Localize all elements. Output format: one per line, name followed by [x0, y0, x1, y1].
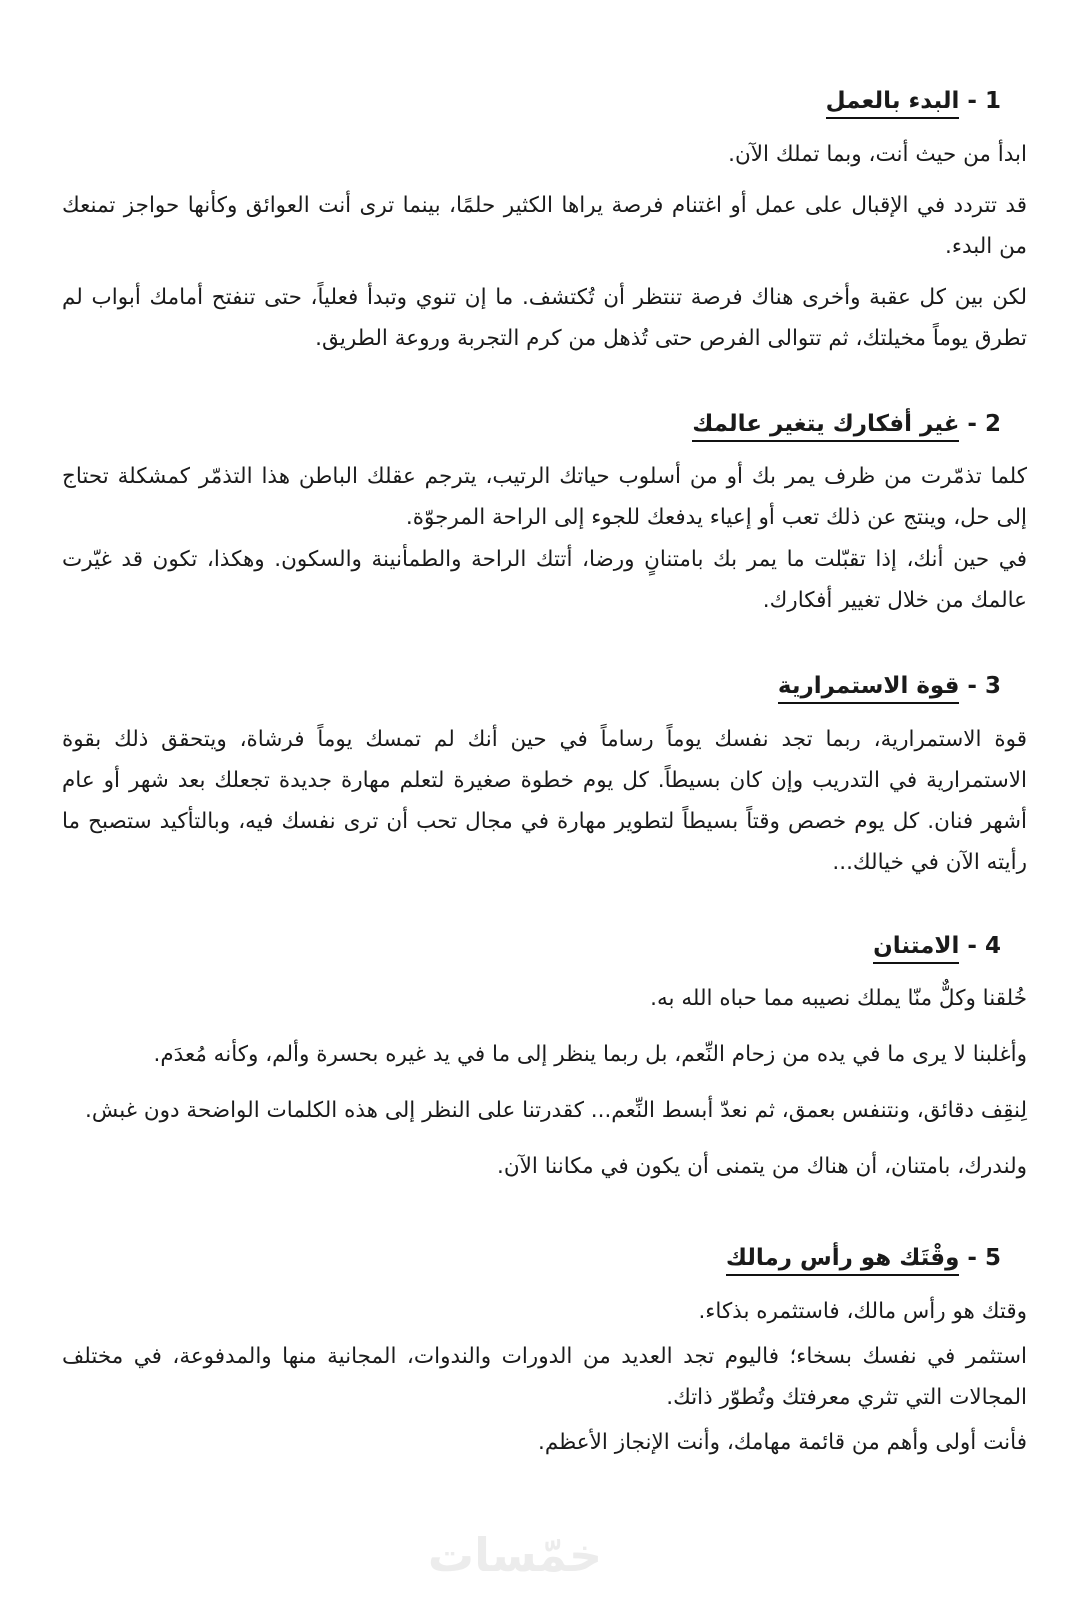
paragraph: وقتك هو رأس مالك، فاستثمره بذكاء.	[698, 1298, 1027, 1324]
khamsat-watermark: خمّسات	[427, 1528, 603, 1582]
paragraph: لكن بين كل عقبة وأخرى هناك فرصة تنتظر أن تُكتشف. ما إن تنوي وتبدأ فعلياً، حتى تنفتح أمامك أبواب لم تطرق يوماً مخيلتك، ثم تتوالى الفرص حتى تُذهل من كرم التجربة وروعة الطريق.	[62, 284, 1027, 351]
section-4-number: 4 -	[959, 932, 1001, 959]
section-3-title: قوة الاستمرارية	[778, 673, 960, 704]
section-3-number: 3 -	[959, 673, 1001, 699]
section-5-number: 5 -	[959, 1245, 1001, 1271]
section-5	[62, 1241, 1027, 1463]
section-4-title: الامتنان	[873, 933, 959, 964]
section-4-heading	[62, 929, 1001, 964]
section-4	[62, 929, 1027, 1188]
section-2	[62, 407, 1027, 622]
section-3	[62, 669, 1027, 883]
paragraph: لِنقِف دقائق، ونتنفس بعمق، ثم نعدّ أبسط النِّعم... كقدرتنا على النظر إلى هذه الكلمات الواضحة دون غبش.	[85, 1098, 1027, 1123]
section-2-title: غير أفكارك يتغير عالمك	[692, 411, 959, 442]
paragraph: كلما تذمّرت من ظرف يمر بك أو من أسلوب حياتك الرتيب، يترجم عقلك الباطن هذا التذمّر كمشكلة تحتاج إلى حل، وينتج عن ذلك تعب أو إعياء يدفعك للجوء إلى الراحة المرجوّة.	[62, 464, 1027, 530]
paragraph: فأنت أولى وأهم من قائمة مهامك، وأنت الإنجاز الأعظم.	[538, 1429, 1027, 1455]
paragraph: خُلقنا وكلٌّ منّا يملك نصيبه مما حباه الله به.	[650, 986, 1027, 1011]
section-1	[62, 84, 1027, 359]
section-2-number: 2 -	[959, 410, 1001, 437]
section-1-number: 1 -	[959, 88, 1001, 114]
paragraph: قد تتردد في الإقبال على عمل أو اغتنام فرصة يراها الكثير حلمًا، بينما ترى أنت العوائق وكأنها حواجز تمنعك من البدء.	[62, 192, 1027, 259]
section-5-title: وقْتَك هو رأس رمالك	[726, 1245, 960, 1276]
section-1-heading	[62, 84, 1001, 119]
section-2-heading	[62, 407, 1001, 442]
section-5-heading	[62, 1241, 1001, 1276]
paragraph: في حين أنك، إذا تقبّلت ما يمر بك بامتنانٍ ورضا، أتتك الراحة والطمأنينة والسكون. وهكذا، تكون قد غيّرت عالمك من خلال تغيير أفكارك.	[62, 547, 1027, 613]
paragraph: ولندرك، بامتنان، أن هناك من يتمنى أن يكون في مكاننا الآن.	[497, 1154, 1027, 1179]
section-1-title: البدء بالعمل	[826, 88, 960, 119]
paragraph: استثمر في نفسك بسخاء؛ فاليوم تجد العديد من الدورات والندوات، المجانية منها والمدفوعة، في مختلف المجالات التي تثري معرفتك وتُطوّر ذاتك.	[62, 1343, 1027, 1410]
paragraph: قوة الاستمرارية، ربما تجد نفسك يوماً رساماً في حين أنك لم تمسك يوماً فرشاة، ويتحقق ذلك بقوة الاستمرارية في التدريب وإن كان بسيطاً. كل يوم خطوة صغيرة لتعلم مهارة جديدة تجعلك بعد شهر أو عام أشهر فنان. كل يوم خصص وقتاً بسيطاً لتطوير مهارة في مجال تحب أن ترى نفسك فيه، وبالتأكيد ستصبح ما رأيته الآن في خيالك...	[62, 726, 1027, 875]
paragraph: ابدأ من حيث أنت، وبما تملك الآن.	[728, 141, 1027, 167]
paragraph: وأغلبنا لا يرى ما في يده من زحام النِّعم، بل ربما ينظر إلى ما في يد غيره بحسرة وألم، وكأنه مُعدَم.	[153, 1042, 1027, 1067]
section-3-heading	[62, 669, 1001, 704]
